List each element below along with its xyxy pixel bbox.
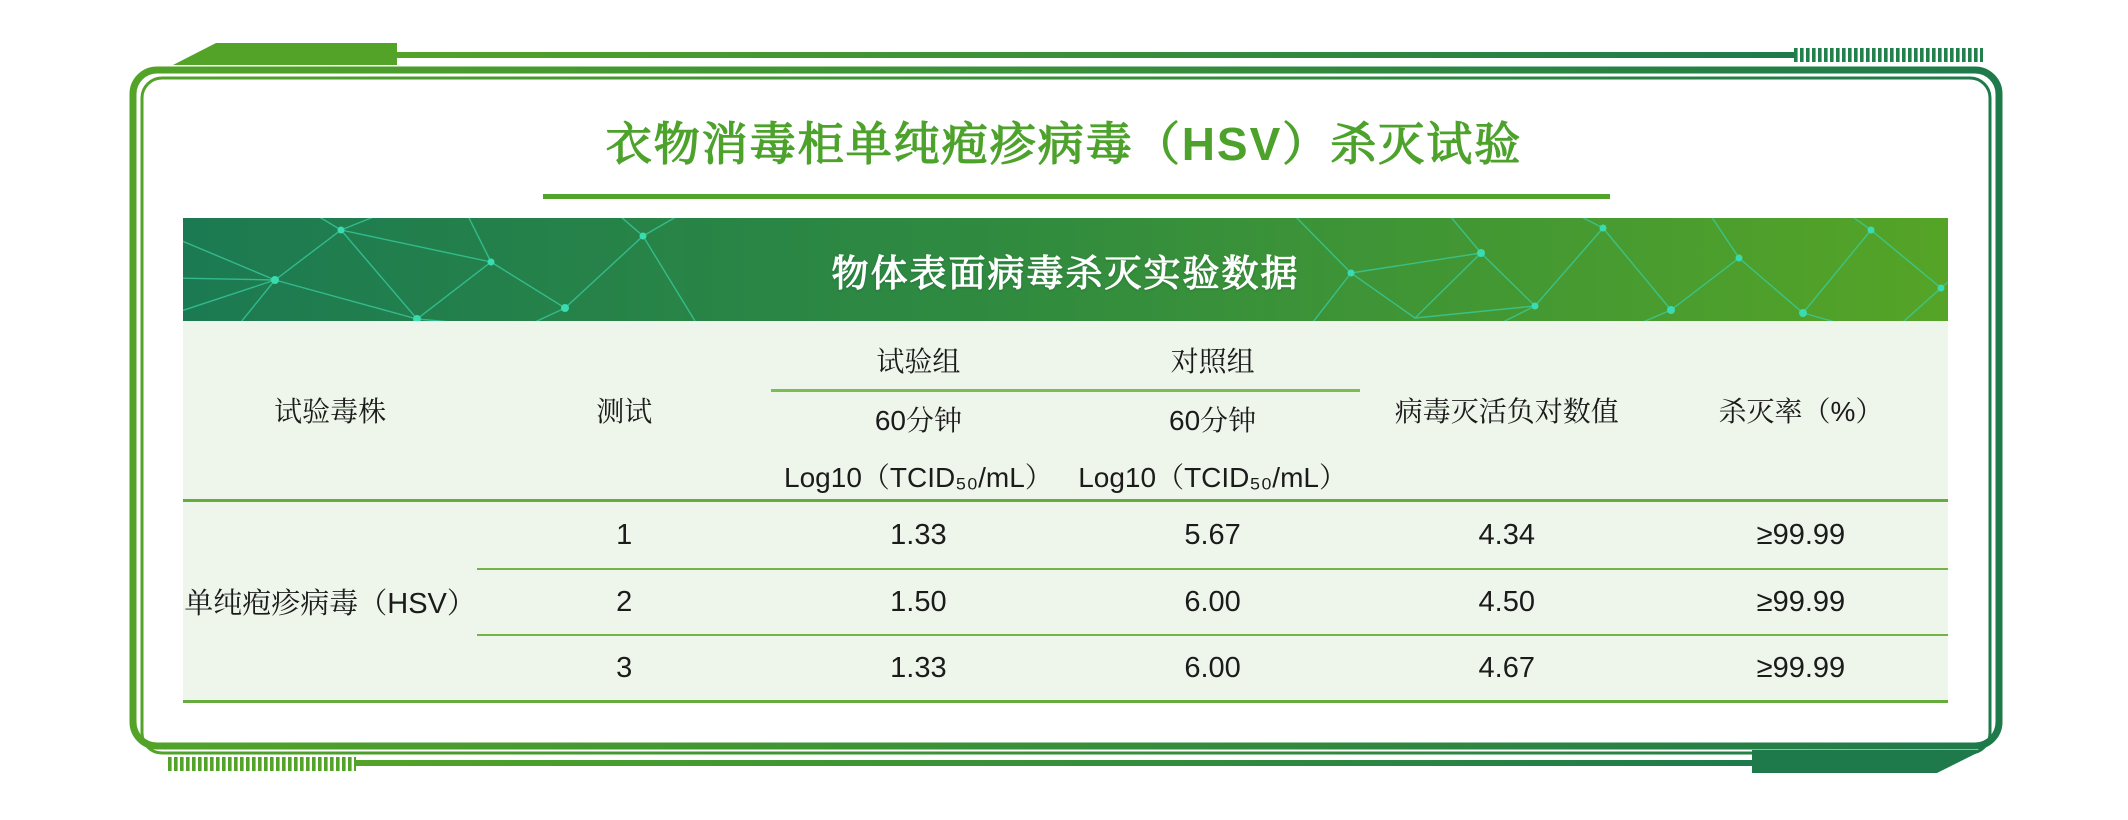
cell-controlgroup-1: 5.67 — [1184, 518, 1241, 551]
table-body — [183, 502, 1948, 700]
cell-test-1: 1 — [616, 518, 633, 551]
strain-name-cell: 单纯疱疹病毒（HSV） — [184, 587, 476, 620]
top-left-accent-bar — [173, 43, 397, 65]
cell-test-2: 2 — [477, 568, 771, 634]
header-test-group: 试验组 — [876, 346, 961, 377]
header-group-block — [771, 321, 1359, 499]
cell-testgroup-1: 1.33 — [890, 518, 947, 551]
bottom-right-accent-bar — [1752, 750, 1983, 773]
title-underline — [543, 194, 1610, 199]
banner-title: 物体表面病毒杀灭实验数据 — [831, 252, 1300, 294]
cell-neglog-2: 4.50 — [1360, 568, 1654, 634]
cell-testgroup-3: 1.33 — [771, 634, 1065, 700]
subheader-control-group — [1066, 392, 1360, 499]
cell-neglog-3: 4.67 — [1360, 634, 1654, 700]
header-subgroup-row — [771, 392, 1359, 499]
cell-testgroup-2: 1.50 — [771, 568, 1065, 634]
bottom-accent-line — [356, 760, 1752, 766]
table-header — [183, 321, 1948, 502]
banner — [183, 218, 1948, 321]
header-control-group: 对照组 — [1170, 346, 1255, 377]
cell-killrate-1: ≥99.99 — [1756, 518, 1846, 551]
top-right-tick-strip — [1794, 48, 1983, 62]
header-strain: 试验毒株 — [274, 396, 387, 427]
header-neg-log: 病毒灭活负对数值 — [1394, 396, 1619, 427]
cell-controlgroup-2: 6.00 — [1065, 568, 1359, 634]
cell-test-3: 3 — [477, 634, 771, 700]
cell-neglog-1: 4.34 — [1478, 518, 1535, 551]
subheader-unit: Log10（TCID₅₀/mL） — [784, 462, 1053, 493]
cell-killrate-2: ≥99.99 — [1654, 568, 1948, 634]
subheader-test-group — [771, 392, 1065, 499]
top-accent-line — [397, 52, 1794, 58]
cell-controlgroup-3: 6.00 — [1065, 634, 1359, 700]
cell-killrate-3: ≥99.99 — [1654, 634, 1948, 700]
page-title: 衣物消毒柜单纯疱疹病毒（HSV）杀灭试验 — [605, 118, 1523, 170]
header-test: 测试 — [596, 396, 653, 427]
bottom-left-tick-strip — [167, 757, 356, 771]
header-kill-rate: 杀灭率（%） — [1718, 396, 1884, 427]
header-group-row — [771, 321, 1359, 389]
data-table — [183, 321, 1948, 703]
subheader-unit: Log10（TCID₅₀/mL） — [1078, 462, 1347, 493]
subheader-time: 60分钟 — [874, 405, 962, 436]
subheader-time: 60分钟 — [1169, 405, 1257, 436]
